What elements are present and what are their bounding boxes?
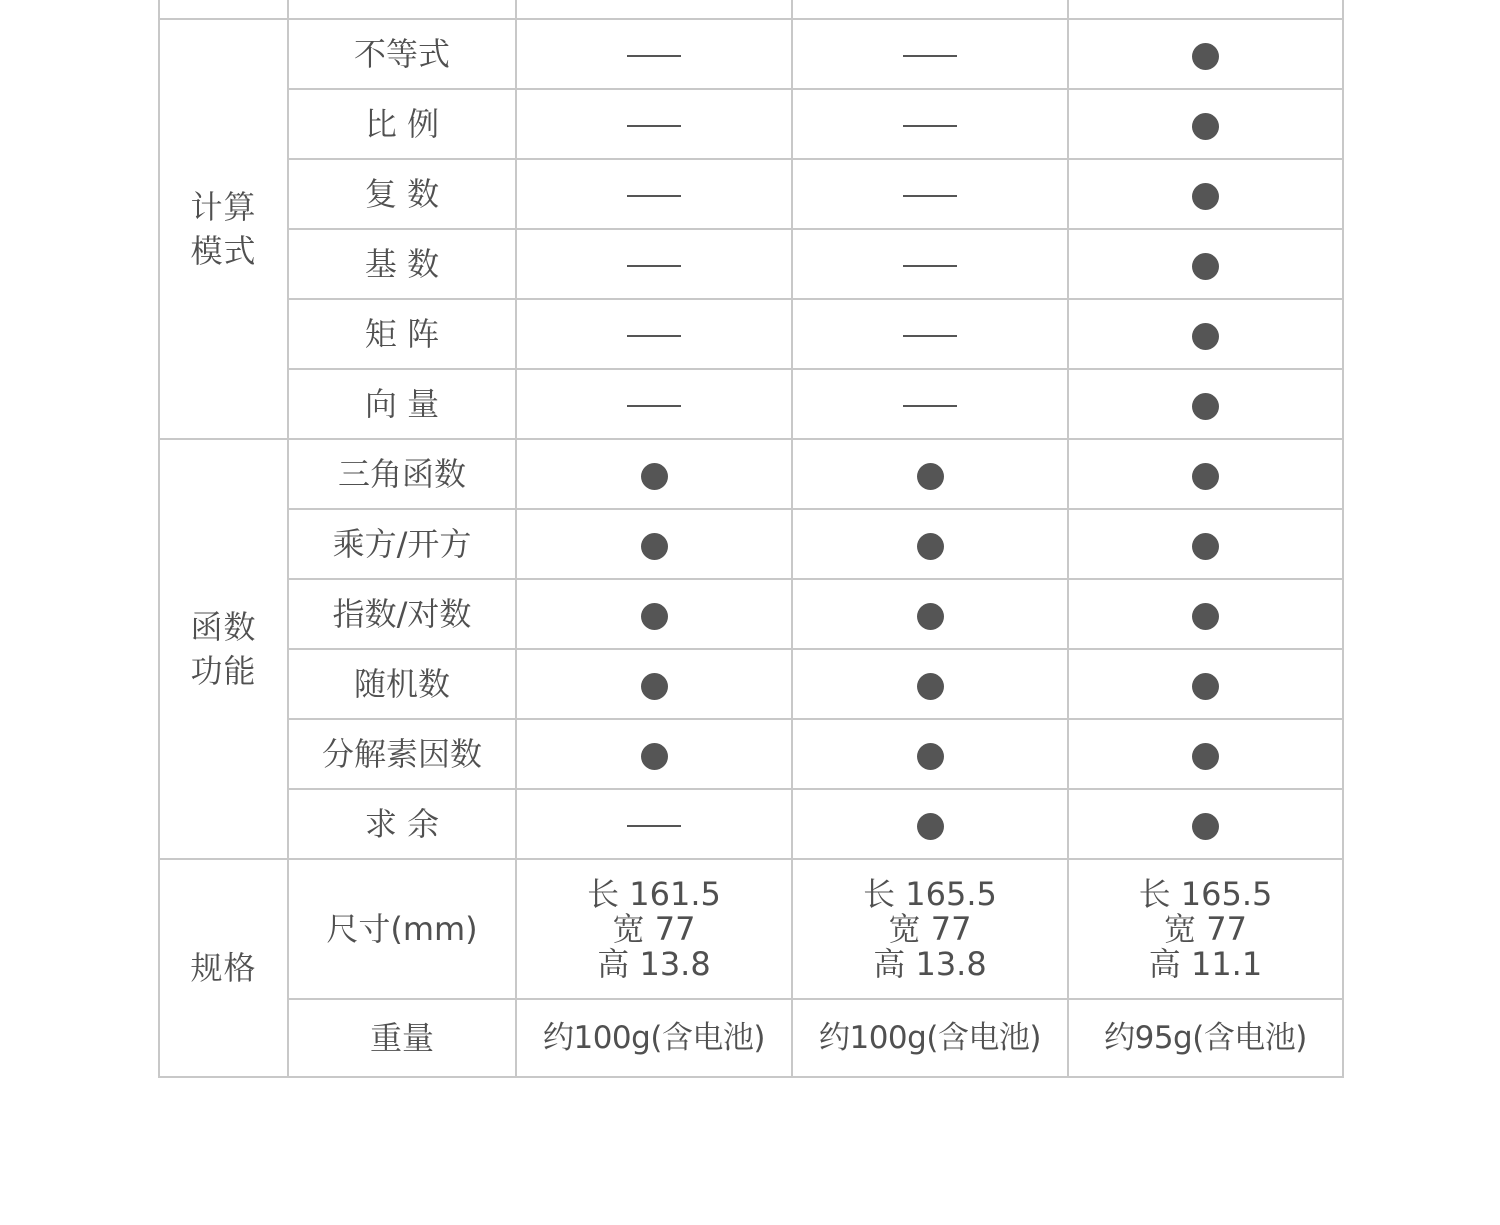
table-row-prime-factor bbox=[159, 719, 1343, 789]
value-cell bbox=[1068, 19, 1343, 89]
unsupported-dash-icon bbox=[903, 335, 957, 337]
row-label-partial bbox=[288, 0, 516, 19]
supported-dot-icon bbox=[1192, 743, 1219, 770]
table-row-power-root bbox=[159, 509, 1343, 579]
value-cell bbox=[792, 719, 1068, 789]
value-cell-partial-2 bbox=[792, 0, 1068, 19]
value-cell bbox=[1068, 89, 1343, 159]
unsupported-dash-icon bbox=[627, 405, 681, 407]
size-width: 宽 77 bbox=[888, 909, 972, 948]
value-cell bbox=[792, 229, 1068, 299]
value-cell bbox=[1068, 579, 1343, 649]
value-cell bbox=[516, 89, 792, 159]
unsupported-dash-icon bbox=[627, 265, 681, 267]
value-cell bbox=[1068, 229, 1343, 299]
supported-dot-icon bbox=[1192, 183, 1219, 210]
supported-dot-icon bbox=[641, 673, 668, 700]
supported-dot-icon bbox=[917, 533, 944, 560]
group-functions-line1: 函数 bbox=[190, 608, 257, 646]
table-row-remainder bbox=[159, 789, 1343, 859]
row-label-matrix: 矩 阵 bbox=[288, 299, 516, 369]
row-label-prime-factor: 分解素因数 bbox=[288, 719, 516, 789]
value-cell bbox=[1068, 789, 1343, 859]
unsupported-dash-icon bbox=[627, 335, 681, 337]
weight-cell-3: 约95g(含电池) bbox=[1068, 999, 1343, 1077]
size-length: 长 165.5 bbox=[1138, 874, 1273, 913]
value-cell bbox=[516, 299, 792, 369]
group-calc-mode-line1: 计算 bbox=[190, 188, 257, 226]
table-row-partial bbox=[159, 0, 1343, 19]
row-label-size: 尺寸(mm) bbox=[288, 859, 516, 999]
size-width: 宽 77 bbox=[612, 909, 696, 948]
value-cell bbox=[1068, 369, 1343, 439]
supported-dot-icon bbox=[917, 743, 944, 770]
unsupported-dash-icon bbox=[903, 125, 957, 127]
unsupported-dash-icon bbox=[903, 265, 957, 267]
value-cell bbox=[516, 509, 792, 579]
value-cell bbox=[792, 509, 1068, 579]
row-label-complex: 复 数 bbox=[288, 159, 516, 229]
size-height: 高 13.8 bbox=[873, 944, 987, 983]
value-cell bbox=[1068, 509, 1343, 579]
value-cell bbox=[516, 579, 792, 649]
value-cell bbox=[516, 649, 792, 719]
supported-dot-icon bbox=[1192, 393, 1219, 420]
group-spec: 规格 bbox=[159, 859, 288, 1077]
size-height: 高 11.1 bbox=[1148, 944, 1263, 983]
value-cell bbox=[792, 159, 1068, 229]
supported-dot-icon bbox=[917, 813, 944, 840]
value-cell bbox=[1068, 719, 1343, 789]
value-cell bbox=[1068, 439, 1343, 509]
row-label-trig: 三角函数 bbox=[288, 439, 516, 509]
unsupported-dash-icon bbox=[903, 405, 957, 407]
supported-dot-icon bbox=[917, 673, 944, 700]
spec-comparison-table bbox=[158, 0, 1344, 1078]
value-cell bbox=[792, 19, 1068, 89]
table-row-weight bbox=[159, 999, 1343, 1077]
table-row-matrix bbox=[159, 299, 1343, 369]
value-cell bbox=[792, 439, 1068, 509]
table-row-base-n bbox=[159, 229, 1343, 299]
supported-dot-icon bbox=[641, 463, 668, 490]
value-cell bbox=[516, 719, 792, 789]
unsupported-dash-icon bbox=[627, 125, 681, 127]
value-cell-partial-1 bbox=[516, 0, 792, 19]
table-row-ratio bbox=[159, 89, 1343, 159]
value-cell bbox=[792, 579, 1068, 649]
group-functions-line2: 功能 bbox=[190, 652, 257, 690]
group-functions bbox=[159, 439, 288, 859]
size-length: 长 161.5 bbox=[587, 874, 721, 913]
supported-dot-icon bbox=[1192, 463, 1219, 490]
row-label-power-root: 乘方/开方 bbox=[288, 509, 516, 579]
table-row-exp-log bbox=[159, 579, 1343, 649]
supported-dot-icon bbox=[1192, 603, 1219, 630]
row-label-base-n: 基 数 bbox=[288, 229, 516, 299]
row-label-weight: 重量 bbox=[288, 999, 516, 1077]
unsupported-dash-icon bbox=[627, 55, 681, 57]
value-cell bbox=[792, 299, 1068, 369]
table-row-size bbox=[159, 859, 1343, 999]
weight-cell-1: 约100g(含电池) bbox=[516, 999, 792, 1077]
supported-dot-icon bbox=[1192, 253, 1219, 280]
size-height: 高 13.8 bbox=[597, 944, 711, 983]
value-cell bbox=[516, 369, 792, 439]
supported-dot-icon bbox=[917, 463, 944, 490]
weight-cell-2: 约100g(含电池) bbox=[792, 999, 1068, 1077]
value-cell bbox=[516, 229, 792, 299]
value-cell bbox=[1068, 649, 1343, 719]
row-label-exp-log: 指数/对数 bbox=[288, 579, 516, 649]
value-cell bbox=[1068, 159, 1343, 229]
supported-dot-icon bbox=[641, 743, 668, 770]
table-row-complex bbox=[159, 159, 1343, 229]
group-calc-mode bbox=[159, 19, 288, 439]
value-cell-partial-3 bbox=[1068, 0, 1343, 19]
size-cell-1 bbox=[516, 859, 792, 999]
size-cell-2 bbox=[792, 859, 1068, 999]
row-label-vector: 向 量 bbox=[288, 369, 516, 439]
table-row-vector bbox=[159, 369, 1343, 439]
unsupported-dash-icon bbox=[627, 825, 681, 827]
value-cell bbox=[792, 789, 1068, 859]
size-width: 宽 77 bbox=[1164, 909, 1247, 948]
value-cell bbox=[516, 789, 792, 859]
supported-dot-icon bbox=[641, 533, 668, 560]
table-row-inequality bbox=[159, 19, 1343, 89]
value-cell bbox=[1068, 299, 1343, 369]
row-label-random: 随机数 bbox=[288, 649, 516, 719]
unsupported-dash-icon bbox=[903, 195, 957, 197]
value-cell bbox=[516, 19, 792, 89]
value-cell bbox=[792, 369, 1068, 439]
supported-dot-icon bbox=[1192, 113, 1219, 140]
row-label-ratio: 比 例 bbox=[288, 89, 516, 159]
group-calc-mode-line2: 模式 bbox=[190, 232, 257, 270]
supported-dot-icon bbox=[1192, 533, 1219, 560]
group-cell-partial bbox=[159, 0, 288, 19]
supported-dot-icon bbox=[1192, 43, 1219, 70]
value-cell bbox=[792, 649, 1068, 719]
unsupported-dash-icon bbox=[627, 195, 681, 197]
unsupported-dash-icon bbox=[903, 55, 957, 57]
size-cell-3 bbox=[1068, 859, 1343, 999]
value-cell bbox=[792, 89, 1068, 159]
supported-dot-icon bbox=[1192, 673, 1219, 700]
row-label-remainder: 求 余 bbox=[288, 789, 516, 859]
table-row-trig bbox=[159, 439, 1343, 509]
supported-dot-icon bbox=[1192, 813, 1219, 840]
row-label-inequality: 不等式 bbox=[288, 19, 516, 89]
supported-dot-icon bbox=[641, 603, 668, 630]
supported-dot-icon bbox=[917, 603, 944, 630]
value-cell bbox=[516, 439, 792, 509]
size-length: 长 165.5 bbox=[863, 874, 997, 913]
table-row-random bbox=[159, 649, 1343, 719]
supported-dot-icon bbox=[1192, 323, 1219, 350]
value-cell bbox=[516, 159, 792, 229]
